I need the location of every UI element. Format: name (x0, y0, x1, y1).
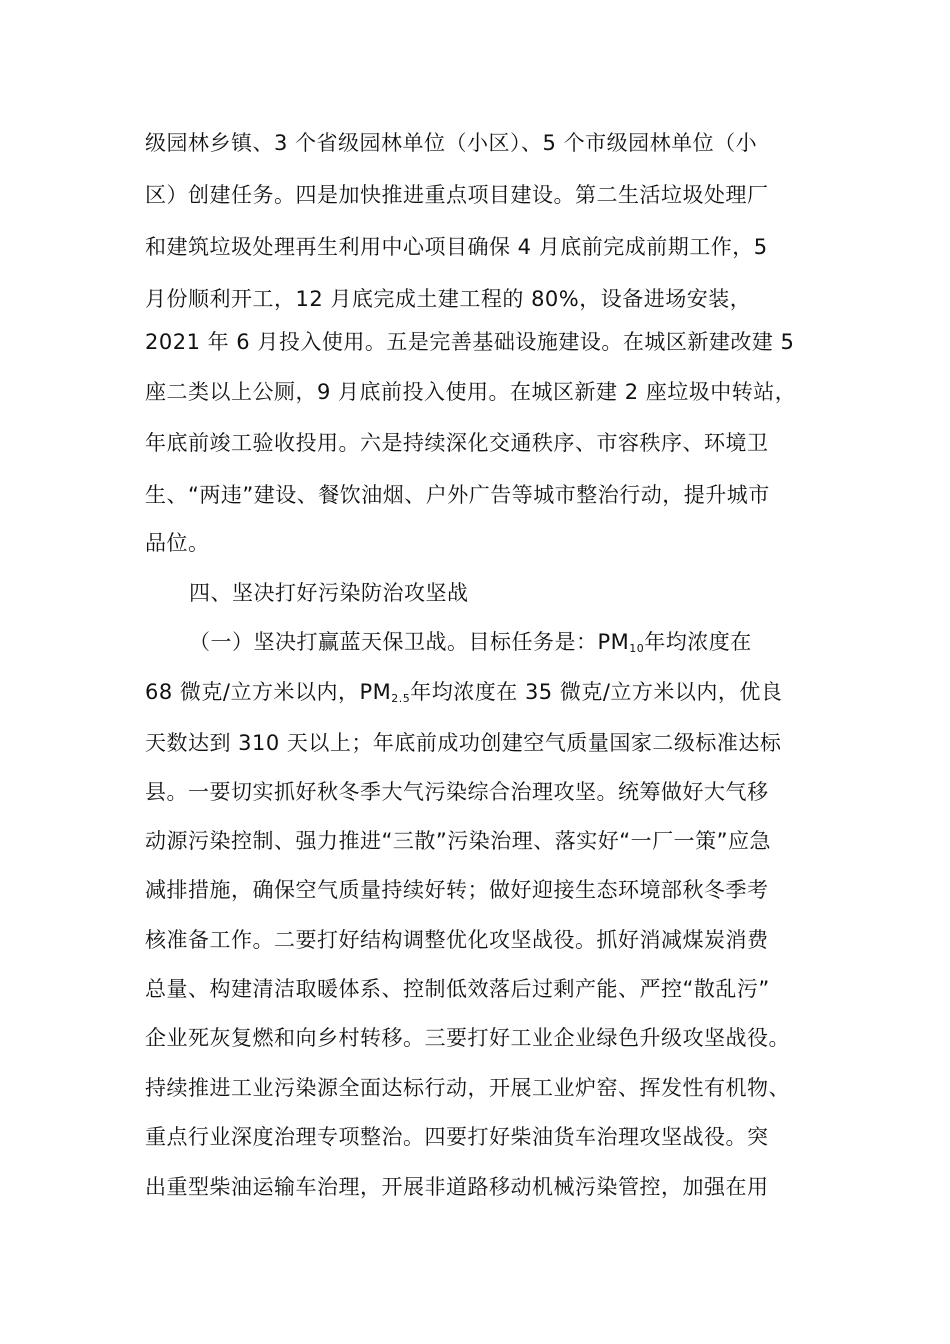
text-line: 月份顺利开工，12 月底完成土建工程的 80%，设备进场安装， (145, 287, 752, 311)
text-line: 年底前竣工验收投用。六是持续深化交通秩序、市容秩序、环境卫 (145, 431, 769, 455)
paragraph-line-pm25 (145, 678, 782, 706)
text-fragment: 68 微克/立方米以内，PM (145, 680, 392, 704)
subscript: 10 (629, 642, 645, 655)
text-line: 核准备工作。二要打好结构调整优化攻坚战役。抓好消减煤炭消费 (145, 928, 769, 952)
text-line: 总量、构建清洁取暖体系、控制低效落后过剩产能、严控“散乱污” (145, 977, 770, 1001)
text-line: 品位。 (145, 531, 210, 555)
text-fragment: （一）坚决打赢蓝天保卫战。目标任务是：PM (189, 630, 630, 654)
text-line: 出重型柴油运输车治理，开展非道路移动机械污染管控，加强在用 (145, 1175, 769, 1199)
text-fragment: 年均浓度在 35 微克/立方米以内，优良 (410, 680, 783, 704)
subscript: 2.5 (391, 692, 411, 705)
text-line: 动源污染控制、强力推进“三散”污染治理、落实好“一厂一策”应急 (145, 829, 772, 853)
text-line: 生、“两违”建设、餐饮油烟、户外广告等城市整治行动，提升城市 (145, 483, 770, 507)
text-line: 和建筑垃圾处理再生利用中心项目确保 4 月底前完成前期工作，5 (145, 235, 768, 259)
text-line: 持续推进工业污染源全面达标行动，开展工业炉窑、挥发性有机物、 (145, 1076, 790, 1100)
text-line: 座二类以上公厕，9 月底前投入使用。在城区新建 2 座垃圾中转站， (145, 380, 797, 404)
text-fragment: 年均浓度在 (644, 630, 752, 654)
section-heading: 四、坚决打好污染防治攻坚战 (189, 581, 469, 605)
text-line: 天数达到 310 天以上；年底前成功创建空气质量国家二级标准达标 (145, 731, 782, 755)
text-line: 级园林乡镇、3 个省级园林单位（小区）、5 个市级园林单位（小 (145, 131, 758, 155)
text-line: 县。一要切实抓好秋冬季大气污染综合治理攻坚。统筹做好大气移 (145, 780, 769, 804)
text-line: 减排措施，确保空气质量持续好转；做好迎接生态环境部秋冬季考 (145, 878, 769, 902)
paragraph-line-pm10 (189, 628, 752, 656)
text-line: 企业死灰复燃和向乡村转移。三要打好工业企业绿色升级攻坚战役。 (145, 1026, 790, 1050)
text-line: 重点行业深度治理专项整治。四要打好柴油货车治理攻坚战役。突 (145, 1125, 769, 1149)
text-line: 2021 年 6 月投入使用。五是完善基础设施建设。在城区新建改建 5 (145, 330, 795, 354)
text-line: 区）创建任务。四是加快推进重点项目建设。第二生活垃圾处理厂 (145, 183, 769, 207)
